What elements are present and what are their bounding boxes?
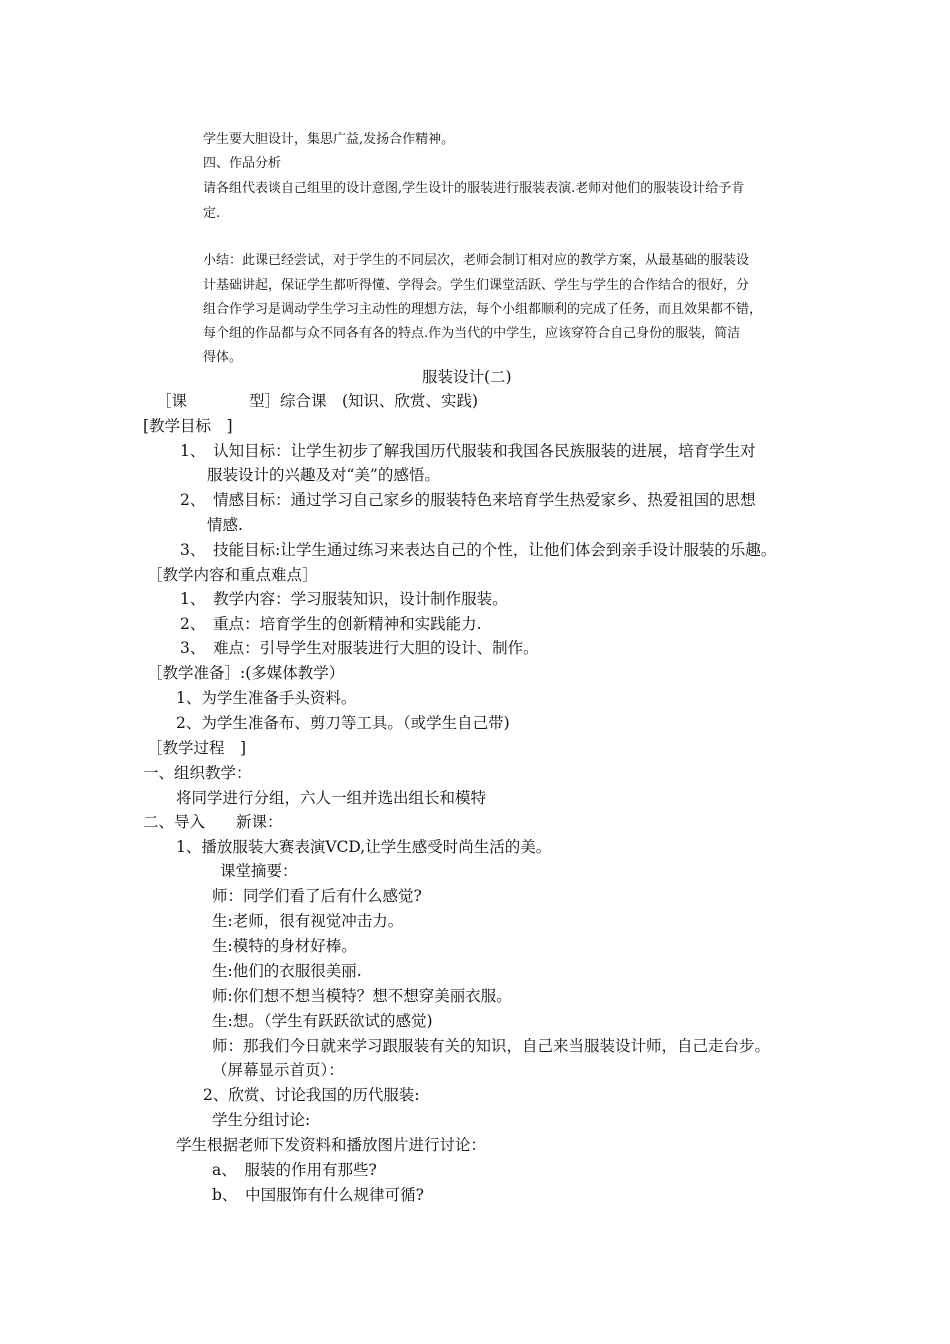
process-detail: 将同学进行分组，六人一组并选出组长和模特 [176, 789, 487, 807]
goal-item: 3、 技能目标:让学生通过练习来表达自己的个性，让他们体会到亲手设计服装的乐趣。 [180, 541, 777, 559]
dialog-line: 生:想。（学生有跃跃欲试的感觉) [212, 1012, 433, 1030]
dialog-line: 师：那我们今日就来学习跟服装有关的知识，自己来当服装设计师，自己走台步。 [212, 1037, 771, 1055]
dialog-line: 师:你们想不想当模特？想不想穿美丽衣服。 [212, 987, 512, 1005]
dialog-line: 生:他们的衣服很美丽. [212, 962, 362, 980]
section-heading: [教学目标 ] [143, 417, 233, 435]
goal-item: 1、 认知目标：让学生初步了解我国历代服装和我国各民族服装的进展，培育学生对 [180, 442, 756, 460]
text-line: 学生要大胆设计，集思广益,发扬合作精神。 [203, 132, 455, 147]
content-item: 1、 教学内容：学习服装知识，设计制作服装。 [180, 590, 508, 608]
process-step: 二、导入 新课： [143, 813, 283, 831]
process-detail: 1、播放服装大赛表演VCD,让学生感受时尚生活的美。 [176, 838, 552, 856]
lesson-type: ［课 型］综合课 (知识、欣赏、实践) [156, 392, 479, 410]
text-line: 请各组代表谈自己组里的设计意图,学生设计的服装进行服装表演.老师对他们的服装设计给予肯 [203, 181, 745, 196]
goal-item-continuation: 服装设计的兴趣及对“美”的感悟。 [207, 466, 440, 484]
summary-line: 计基础讲起，保证学生都听得懂、学得会。学生们课堂活跃、学生与学生的合作结合的很好，分 [203, 278, 750, 293]
section-heading: ［教学内容和重点难点］ [147, 566, 318, 584]
summary-line: 得体。 [203, 350, 243, 365]
dialog-line: 师：同学们看了后有什么感觉? [212, 887, 422, 905]
section-heading: ［教学准备］:(多媒体教学） [147, 664, 345, 682]
summary-line: 组合作学习是调动学生学习主动性的理想方法，每个小组都顺利的完成了任务，而且效果都不错， [203, 302, 763, 317]
dialog-line: 生:模特的身材好棒。 [212, 937, 357, 955]
process-step: 一、组织教学： [143, 764, 252, 782]
summary-line: 小结：此课已经尝试，对于学生的不同层次，老师会制订相对应的教学方案，从最基础的服装设 [203, 253, 750, 268]
page-title: 服装设计(二) [422, 368, 512, 386]
section-heading: ［教学过程 ] [147, 739, 247, 757]
question-item: a、 服装的作用有那些? [212, 1161, 377, 1179]
summary-line: 每个组的作品都与众不同各有各的特点.作为当代的中学生，应该穿符合自己身份的服装，简洁 [203, 326, 741, 341]
notes-heading: 课堂摘要： [220, 862, 298, 880]
prep-item: 1、为学生准备手头资料。 [176, 689, 357, 707]
process-detail: 2、欣赏、讨论我国的历代服装: [203, 1086, 420, 1104]
process-detail: 学生根据老师下发资料和播放图片进行讨论： [176, 1136, 487, 1154]
dialog-line: 生:老师，很有视觉冲击力。 [212, 912, 404, 930]
prep-item: 2、为学生准备布、剪刀等工具。（或学生自己带) [176, 714, 510, 732]
content-item: 2、 重点：培育学生的创新精神和实践能力. [180, 615, 482, 633]
goal-item: 2、 情感目标：通过学习自己家乡的服装特色来培育学生热爱家乡、热爱祖国的思想 [180, 491, 756, 509]
goal-item-continuation: 情感. [207, 516, 243, 534]
dialog-line: （屏幕显示首页）： [212, 1061, 344, 1079]
text-line: 定. [203, 206, 221, 221]
content-item: 3、 难点：引导学生对服装进行大胆的设计、制作。 [180, 639, 539, 657]
question-item: b、 中国服饰有什么规律可循? [212, 1186, 424, 1204]
process-detail: 学生分组讨论: [212, 1111, 311, 1129]
section-heading: 四、作品分析 [203, 156, 282, 171]
